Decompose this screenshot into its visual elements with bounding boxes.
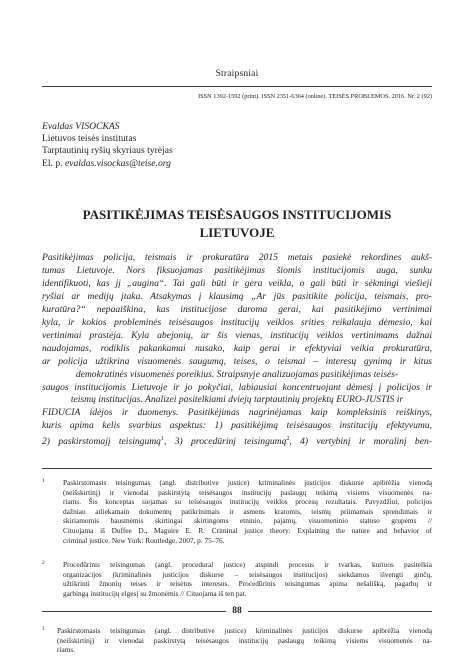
page-number-value: 88 <box>226 606 248 616</box>
footnote-line: dažniau atliekamain dokumentų patikrinimais ir asmens kratomis, teismų priimamais sprendimais ir <box>63 506 432 516</box>
title-line-2: LIETUVOJE <box>199 224 275 240</box>
page-number <box>0 606 474 616</box>
footnote-number: 2 <box>42 560 45 566</box>
footnote-line: (neišskirtinį) ir vienodai paskirstytą teisėsaugos institucijų paslaugų teikimą visiems visuomenės na- <box>63 487 432 497</box>
footnote-line: criminal justice. New York: Routledge, 2007, p. 75–76. <box>63 535 225 545</box>
abstract-line: tumas Lietuvoje. Nors fiksuojamas pasitikėjimas šiomis institucijomis auga, sunku <box>42 264 432 276</box>
footnote-separator <box>42 468 432 469</box>
author-name: Evaldas VISOCKAS <box>42 121 120 132</box>
abstract-line: Pasitikėjimas policija, teismais ir prokuratūra 2015 metais pasiekė rekordines aukš- <box>42 252 432 263</box>
email-prefix: El. p. <box>42 157 63 169</box>
footnote-line: užtikrinti žmonių teises ir teisėtus interesus. Procedūrinis teisingumas apima nešališką, pagarbų ir <box>63 579 432 589</box>
author-department: Tarptautinių ryšių skyriaus tyrėjas <box>42 145 173 157</box>
abstract-line: kyla, ir kokios probleminės teisėsaugos institucijų veiklos srities reikalauja dėmesio, kai <box>42 316 432 328</box>
abstract-segment: 2) paskirstomajį teisingumą <box>42 436 161 448</box>
author-block <box>42 121 173 170</box>
abstract-segment: , 3) procedūrinį teisingumą <box>163 436 287 448</box>
article-title <box>42 206 432 241</box>
abstract <box>42 252 432 449</box>
abstract-last-line <box>42 433 432 449</box>
abstract-line: kuratūra?“ nepaaiškina, kas institucijose daroma gerai, kai pasitikėjimo vertinimai <box>42 303 432 315</box>
footnote-1 <box>42 478 432 545</box>
abstract-segment: , 4) vertybinį ir moralinį ben- <box>289 436 432 448</box>
abstract-line: identifikuoti, kas jį „augina“. Tai gali būti ir gera veikla, o gali būti ir sėkmingi viešieji <box>42 277 432 289</box>
footnote-ref-2[interactable]: 2 <box>286 436 290 443</box>
title-line-1: PASITIKĖJIMAS TEISĖSAUGOS INSTITUCIJOMIS <box>82 207 392 222</box>
issn-line: ISSN 1392-1592 (print). ISSN 2351-6364 (online). TEISĖS PROBLEMOS. 2016. Nr. 2 (92) <box>198 93 432 100</box>
footnote-line: riams. Šis konceptas siejamas su teisėsaugos institucijų veiklos procesų rezultatais. Pavyzdžiui, policijos <box>63 497 432 507</box>
footnote-line: garbingą institucijų elgesį su žmonėmis // Cituojama iš ten pat. <box>63 588 247 598</box>
footnote-number: 1 <box>42 626 45 632</box>
footnote-line: skiriamomis bausmėmis skirtingai skirtingoms etninio, pajamų, visuomeninio statuso grupėms // <box>63 516 432 526</box>
section-label: Straipsniai <box>215 69 259 79</box>
footnote-line: riams. <box>57 645 76 655</box>
abstract-line: teismų institucijas. Analizei pasitelkiami dviejų tarptautinių projektų EURO-JUSTIS ir <box>70 394 404 406</box>
author-email-line <box>42 158 173 170</box>
author-institution: Lietuvos teisės institutas <box>42 133 137 145</box>
abstract-line: kuris apima kelis svarbius aspektus: 1) pasitikėjimą teisėsaugos institucijų efektyvumu, <box>42 420 432 432</box>
abstract-line: ryšiai ar medijų įtaka. Atsakymas į klausimą „Ar jūs pasitikite policija, teismais, pro- <box>42 290 432 302</box>
footnote-line: Paskirstomasis teisingumas (angl. distributive justice) kriminalinės justicijos diskurse apibrėžia vienodą <box>63 478 432 487</box>
abstract-line: naudojamas, rodiklis pakankamai nusako, kaip gerai ir efektyviai veikia prokuratūra, <box>42 342 432 354</box>
author-email[interactable]: evaldas.visockas@teise.org <box>64 157 171 169</box>
footnote-line: Procedūrinis teisingumas (angl. procedural justice) atspindi procesus ir tvarkas, kuriuos pasitelkia <box>63 560 432 569</box>
bottom-footnote <box>42 626 432 655</box>
abstract-line: ar policija užtikrina visuomenės saugumą, teises, o teismai – interesų gynimą ir kitus <box>42 355 432 367</box>
abstract-line: vertinimai prastėja. Kyla abejonių, ar šis vienas, institucijų veiklos vertinimams dažnai <box>42 329 432 341</box>
abstract-line: demokratinės visuomenės poreikius. Straipsnyje analizuojamas pasitikėjimas teisės- <box>75 368 399 380</box>
header-rule <box>42 86 432 87</box>
footnote-line: organizacijos (kriminalinės justicijos diskurse – teisėsaugos institucijos) siekdamos išvengti ginčų, <box>63 569 432 579</box>
footnote-line: Paskirstomasis teisingumas (angl. distributive justice) kriminalinės justicijos diskurse apibrėžia vienodą <box>57 626 432 635</box>
footnote-number: 1 <box>42 478 45 484</box>
footnote-ref-1[interactable]: 1 <box>160 436 164 443</box>
abstract-line: saugos institucijomis Lietuvoje ir jo pokyčiai, labiausiai koncentruojant dėmesį į policijos ir <box>42 381 432 393</box>
abstract-line: FIDUCIA idėjos ir duomenys. Pasitikėjimas nagrinėjamas kaip kompleksinis reiškinys, <box>42 407 432 419</box>
footnote-2 <box>42 560 432 598</box>
footnote-line: Cituojama iš Duffee D., Maguire E. R. Criminal justice theory: Explaining the nature and behavior of <box>63 525 432 535</box>
footnote-line: (neišskirtinį) ir vienodai paskirstytą teisėsaugos institucijų paslaugų teikimą visiems visuomenės na- <box>57 635 432 645</box>
